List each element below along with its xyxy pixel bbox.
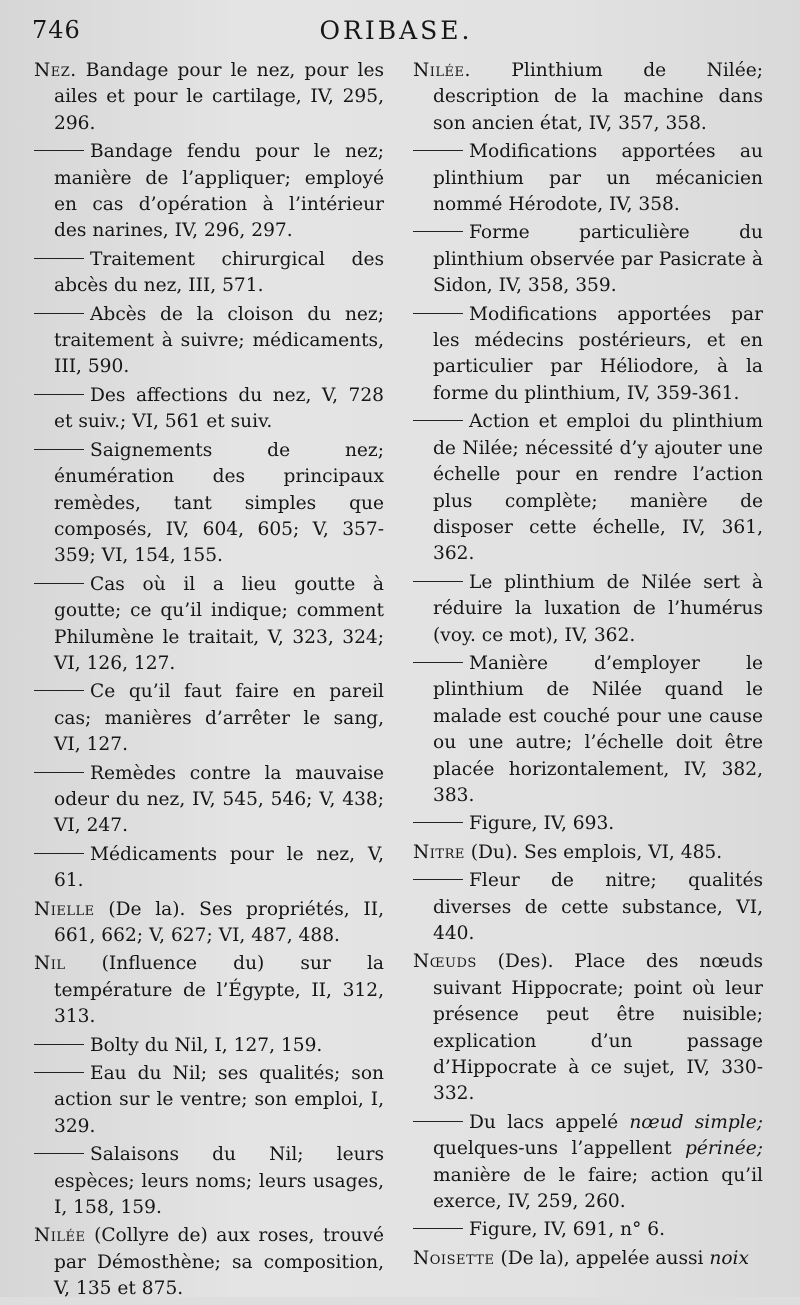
index-entry (413, 58, 769, 137)
entry-text: Bolty du Nil, I, 127, 159. (90, 1034, 323, 1056)
entry-text: Le plinthium de Nilée sert à réduire la luxation de l’humérus (voy. ce mot), IV, 362. (433, 571, 769, 646)
entry-text: manière de le faire; action qu’il exerce, IV, 259, 260. (433, 1138, 769, 1213)
entry-text: Eau du Nil; ses qualités; son action sur le ventre; son emploi, I, 329. (54, 1063, 390, 1137)
index-entry (34, 1223, 390, 1302)
dash-rule (34, 394, 84, 395)
dash-rule (34, 853, 84, 854)
index-subentry (34, 842, 390, 895)
dash-rule (34, 1153, 84, 1154)
italic-term: nœud simple; (629, 1111, 764, 1133)
index-subentry (34, 247, 390, 300)
index-subentry (413, 1217, 763, 1243)
index-subentry (34, 679, 390, 758)
entry-text: Bandage fendu pour le nez; manière de l’appliquer; employé en cas d’opération à l’intérieur des narines, IV, 296, 297. (54, 141, 390, 242)
dash-rule (413, 1228, 463, 1229)
index-subentry (34, 383, 390, 436)
index-subentry (413, 570, 769, 649)
entry-text: (De la). Ses propriétés, II, 661, 662; V, 627; VI, 487, 488. (54, 898, 390, 946)
headword: Nez. (34, 60, 77, 81)
right-column (413, 58, 769, 1274)
dash-rule (413, 1121, 463, 1122)
italic-term: périnée; (685, 1138, 763, 1160)
entry-text: Abcès de la cloison du nez; traitement à suivre; médicaments, III, 590. (54, 303, 390, 378)
index-subentry (413, 868, 769, 947)
index-subentry (34, 1061, 390, 1140)
dash-rule (413, 420, 463, 421)
dash-rule (413, 150, 463, 151)
index-subentry (413, 811, 763, 837)
entry-text: Médicaments pour le nez, V, 61. (54, 843, 390, 892)
entry-text: (De la), appelée aussi (494, 1247, 710, 1269)
index-subentry (34, 438, 390, 570)
italic-term: noix (709, 1247, 749, 1269)
entry-text: Remèdes contre la mauvaise odeur du nez, IV, 545, 546; V, 438; VI, 247. (54, 762, 390, 837)
headword: Nilée. (413, 60, 471, 81)
page-header (32, 16, 760, 52)
headword: Nil (34, 953, 66, 975)
dash-rule (34, 772, 84, 773)
index-subentry (413, 139, 769, 218)
dash-rule (34, 583, 84, 584)
dash-rule (34, 313, 84, 314)
headword: Nielle (34, 898, 95, 920)
dash-rule (413, 231, 463, 232)
entry-text: Action et emploi du plinthium de Nilée; nécessité d’y ajouter une échelle pour en rendre l’action plus complète; manière de disposer cette échelle, IV, 361, 362. (433, 411, 769, 565)
entry-text: Manière d’employer le plinthium de Nilée quand le malade est couché pour une cause ou une autre; l’échelle doit être placée horizontalement, IV, 382, 383. (433, 652, 769, 806)
index-subentry (34, 302, 390, 381)
dash-rule (34, 1072, 84, 1073)
entry-text: (Influence du) sur la température de l’Égypte, II, 312, 313. (54, 953, 390, 1028)
dash-rule (34, 258, 84, 259)
entry-text: Saignements de nez; énumération des principaux remèdes, tant simples que composés, IV, 604, 605; V, 357-359; VI, 154, 155. (54, 439, 390, 567)
index-subentry (34, 761, 390, 840)
index-subentry (413, 220, 769, 299)
dash-rule (413, 581, 463, 582)
index-subentry (34, 139, 390, 245)
dash-rule (34, 1044, 84, 1045)
dash-rule (34, 449, 84, 450)
dash-rule (413, 822, 463, 823)
index-subentry (34, 1033, 384, 1059)
index-subentry (413, 409, 769, 567)
entry-text: Traitement chirurgical des abcès du nez, III, 571. (54, 248, 390, 297)
headword: Noisette (413, 1247, 495, 1269)
entry-text: quelques-uns l’appellent (433, 1111, 769, 1160)
dash-rule (413, 662, 463, 663)
entry-text: (Des). Place des nœuds suivant Hippocrate; point où leur présence peut être nuisible; explication d’un passage d’Hippocrate à ce sujet, IV, 330-332. (433, 951, 769, 1105)
index-entry (413, 1246, 763, 1272)
headword: Nœuds (413, 951, 477, 973)
entry-text: Modifications apportées par les médecins postérieurs, et en particulier par Héliodore, à la forme du plinthium, IV, 359-361. (433, 303, 769, 404)
index-subentry (34, 1142, 390, 1221)
entry-text: Bandage pour le nez, pour les ailes et pour le cartilage, IV, 295, 296. (54, 60, 390, 134)
entry-text: Plinthium de Nilée; description de la machine dans son ancien état, IV, 357, 358. (433, 60, 769, 134)
entry-text: Cas où il a lieu goutte à goutte; ce qu’il indique; comment Philumène le traitait, V, 323, 324; VI, 126, 127. (54, 573, 390, 674)
entry-text: (Du). Ses emplois, VI, 485. (464, 841, 723, 863)
dash-rule (34, 690, 84, 691)
index-subentry (413, 651, 769, 809)
entry-text: (Collyre de) aux roses, trouvé par Démosthène; sa composition, V, 135 et 875. (54, 1225, 390, 1300)
index-entry (34, 951, 390, 1030)
index-entry (413, 840, 763, 866)
entry-text: Salaisons du Nil; leurs espèces; leurs noms; leurs usages, I, 158, 159. (54, 1144, 390, 1219)
entry-text: Fleur de nitre; qualités diverses de cette substance, VI, 440. (433, 870, 769, 944)
entry-text: Du lacs appelé (469, 1111, 630, 1133)
index-entry (34, 58, 390, 137)
entry-text: Figure, IV, 691, n° 6. (469, 1219, 666, 1241)
index-entry (34, 897, 390, 950)
page-number: 746 (32, 16, 81, 44)
dash-rule (413, 313, 463, 314)
running-title: ORIBASE. (319, 16, 473, 45)
dash-rule (34, 150, 84, 151)
entry-text: Figure, IV, 693. (469, 813, 615, 835)
entry-text: Ce qu’il faut faire en pareil cas; manières d’arrêter le sang, VI, 127. (54, 681, 390, 756)
index-subentry (413, 1110, 769, 1216)
headword: Nitre (413, 841, 465, 863)
entry-text: Des affections du nez, V, 728 et suiv.; VI, 561 et suiv. (54, 384, 390, 433)
index-subentry (34, 572, 390, 678)
index-subentry (413, 302, 769, 408)
entry-text: Modifications apportées au plinthium par un mécanicien nommé Hérodote, IV, 358. (433, 141, 769, 216)
index-entry (413, 949, 769, 1107)
dash-rule (413, 879, 463, 880)
entry-text: Forme particulière du plinthium observée par Pasicrate à Sidon, IV, 358, 359. (433, 222, 769, 297)
headword: Nilée (34, 1225, 86, 1247)
left-column (34, 58, 390, 1305)
